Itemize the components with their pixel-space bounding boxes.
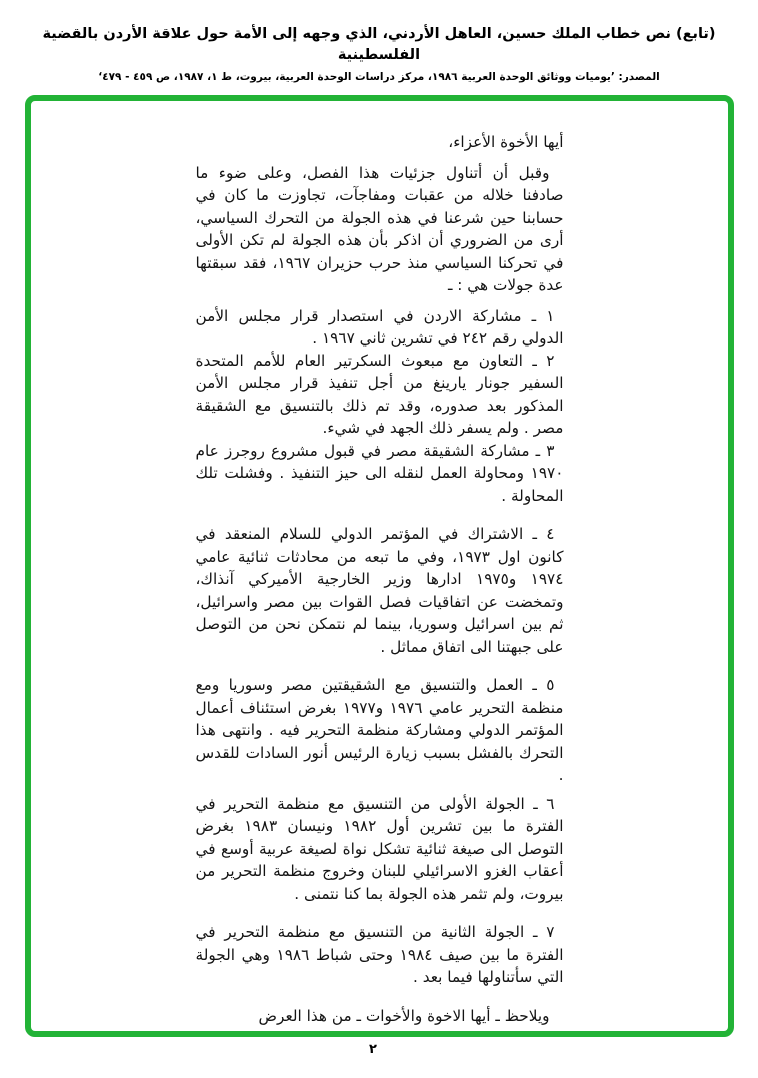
list-item-5: ٥ ـ العمل والتنسيق مع الشقيقتين مصر وسوريا ومع منظمة التحرير عامي ١٩٧٦ و١٩٧٧ بغرض استئناف أعمال المؤتمر الدولي ومشاركة منظمة التحرير فيه . وانتهى هذا التحرك بالفشل بسبب زيارة الرئيس أنور السادات للقدس .: [195, 676, 564, 784]
page-number: ٢: [369, 1042, 377, 1057]
page-header: [0, 24, 758, 83]
list-item-4: ٤ ـ الاشتراك في المؤتمر الدولي للسلام المنعقد في كانون اول ١٩٧٣، وفي ما تبعه من محادثات ثنائية عامي ١٩٧٤ و١٩٧٥ ادارها وزير الخارجية الأميركي آنذاك، وتمخضت عن اتفاقيات فصل القوات بين مصر واسرائيل، ثم بين اسرائيل وسوريا، بينما لم نتمكن نحن من التوصل على جبهتنا الى اتفاق مماثل .: [195, 525, 564, 656]
list-item-7: ٧ ـ الجولة الثانية من التنسيق مع منظمة التحرير في الفترة ما بين صيف ١٩٨٤ وحتى شباط ١٩٨٦ وهي الجولة التي سأتناولها فيما بعد .: [195, 923, 564, 986]
list-item-1: ١ ـ مشاركة الاردن في استصدار قرار مجلس الأمن الدولي رقم ٢٤٢ في تشرين ثاني ١٩٦٧ .: [195, 306, 564, 347]
document-source-line: المصدر: ’يوميات ووثائق الوحدة العربية ١٩٨٦، مركز دراسات الوحدة العربية، بيروت، ط ١، ١٩٨٧، ص ٤٥٩ - ٤٧٩‘: [98, 71, 660, 83]
list-item-6: ٦ ـ الجولة الأولى من التنسيق مع منظمة التحرير في الفترة ما بين تشرين أول ١٩٨٢ ونيسان ١٩٨٣ بغرض التوصل الى صيغة ثنائية تشكل نواة لصيغة عربية أوسع في أعقاب الغزو الاسرائيلي للبنان وخروج منظمة التحرير من بيروت، ولم تثمر هذه الجولة بما كنا نتمنى .: [195, 794, 564, 903]
intro-paragraph: وقبل أن أتناول جزئيات هذا الفصل، وعلى ضوء ما صادفنا خلاله من عقبات ومفاجآت، تجاوزت ما كان في حسابنا حين شرعنا في هذه الجولة من التحرك السياسي، أرى من الضروري أن اذكر بأن هذه الجولة لم تكن الأولى في تحركنا السياسي منذ حرب حزيران ١٩٦٧، فقد سبقتها عدة جولات هي : ـ: [195, 163, 564, 294]
list-item-3: ٣ ـ مشاركة الشقيقة مصر في قبول مشروع روجرز عام ١٩٧٠ ومحاولة العمل لنقله الى حيز التنفيذ . وفشلت تلك المحاولة .: [195, 441, 564, 505]
document-title: (تابع) نص خطاب الملك حسين، العاهل الأردني، الذي وجهه إلى الأمة حول علاقة الأردن بالقضية الفلسطينية: [42, 26, 716, 63]
document-frame: [25, 95, 734, 1037]
list-item-2: ٢ ـ التعاون مع مبعوث السكرتير العام للأمم المتحدة السفير جونار يارينغ من أجل تنفيذ قرار مجلس الأمن المذكور بعد صدوره، وقد تم ذلك بالتنسيق مع الشقيقة مصر . ولم يسفر ذلك الجهد في شيء.: [195, 351, 564, 437]
salutation-line: أيها الأخوة الأعزاء،: [448, 133, 564, 151]
document-body: [196, 131, 564, 1027]
closing-line: ويلاحظ ـ أيها الاخوة والأخوات ـ من هذا العرض: [258, 1006, 550, 1025]
